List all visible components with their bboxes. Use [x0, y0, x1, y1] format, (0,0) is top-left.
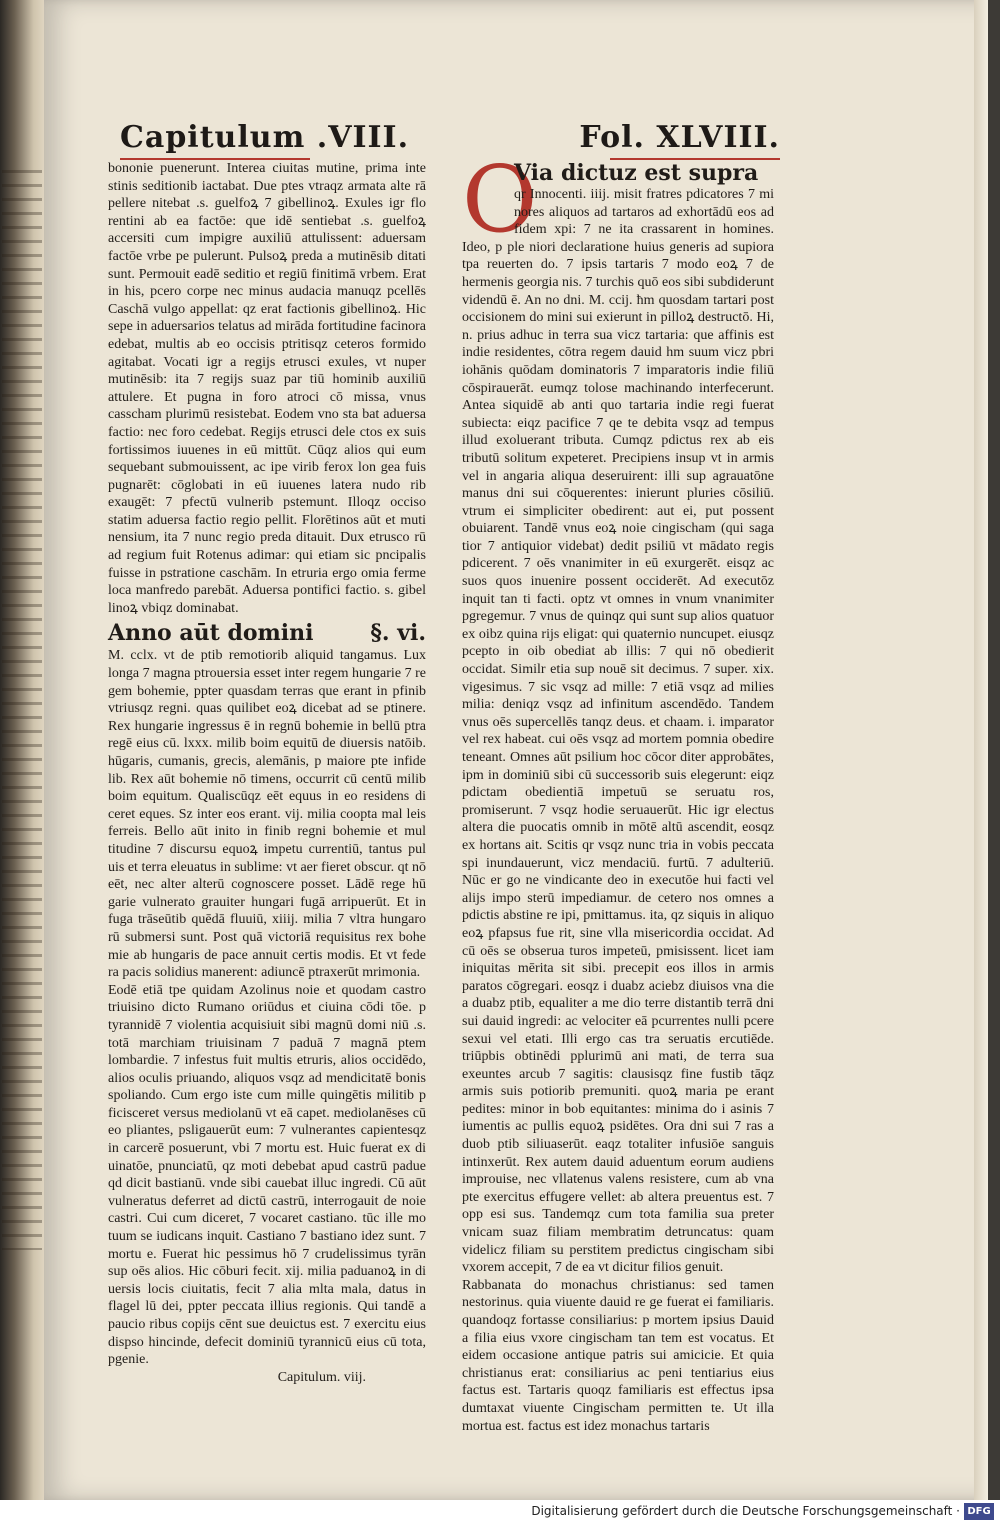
heading-year-phrase: Anno aūt domini [108, 620, 314, 647]
folio-number: Fol. XLVIII. [579, 120, 780, 155]
text-paragraph: qr Innocenti. iiij. misit fratres pdicatores 7 mi nores aliquos ad tartaros ad exhortādū eos ad fidem xpi: 7 ne ita crassarent in homines. Ideo, p ple niori declaratione huius generis ad supiora tpa reuerten do. 7 ipsis tartaris 7 modo eoꝝ 7 de hermenis georgia nis. 7 turchis quō eos sibi subdiderunt videndū ē. An no dni. M. ccij. ħm quosdam tartari post occisionem do mini sui exierunt in pilloꝝ destructō. Hi, n. prius adhuc in terra sua vicz tartaria: que affinis est indie residentes, cōtra regem dauid hm suum vicz pbri iohānis quōdam dominatoris 7 imparatoris indie filiū cōspirauerāt. eumqz tolose machinando interfecerunt. Antea siquidē ab anti quo tartaria indie regi fuerat subiecta: eiqz pacifice 7 qe te debita vsqz ad tempus illud exoluerant tributa. Cumqz pdictus rex ab eis tributū solitum expeteret. Precipiens insup vt in armis vel in angaria aliqua deseruirent: illi sup agrauatōne manus dni sui cōquerentes: inierunt pluries cōsiliū. vtrum ei simpliciter obedirent: aut ei, put possent obuiarent. Tandē vnus eoꝝ noie cingischam (qui saga tior 7 antiquior videbat) dedit psiliū vt mādato regis pdicerent. 7 oēs vnanimiter in eū exurgerēt. eisqz ac suos quos inuenire possent occiderēt. Ad executōz inquit tan ti facti. optz vt omnes in vnum vnanimiter pgregemur. 7 vnus de quinqz qui sunt sup alios quatuor ex oibz quina rijs eligat: qui quaternio nuncupet. eiusqz pcepto in oib obediat ab illis: 7 qui nō obedierit occidat. Similr etia sup nouē sit decimus. 7 super. xix. vigesimus. 7 sic vsqz ad mille: 7 etiā vsqz ad milies milia: deniqz vsqz ad infinitum ascendēdo. Tandem vnus oēs supercellēs tanqz deus. et chaam. i. imparator vel rex habeat. cui oēs vsqz ad mortem pomnia obedire teneant. Omnes aūt psilium hoc cōcor diter approbātes, ipm in dominiū sibi cū successorib suis elegerunt: eiqz pdictam obedientiā impetuū se seruatu ros, promiserunt. 7 vsqz hodie seruauerūt. Hic igr electus altera die puocatis omnib in mōtē altū ascendit, eosqz ex hortans ait. Scitis qr vsqz nunc tria in vobis peccata spi inundauerunt, vicz mendaciū. furtū. 7 adulteriū. Nūc er go ne vindicante deo in executōe hui facti vel alijs impo sterū impediamur. de cetero nos omnes a pdictis abstine re ipi, pmittamus. ita, qz siquis in aliquo eoꝝ pfapsus fue rit, sine vlla misericordia occidat. Ad cū oēs se obserua turos impeteū, pmisissent. licet iam iniquitas mērita sit sibi. precepit eos illos in armis paratos cōgregari. eosqz i duabz aciebz diuisos vna die a duabz ptib, equaliter a me dio terre distantib terrā dni sui dauid ingredi: ac velociter eā pcurrentes nulli pcere sexui vel etati. Illi ergo cas tra seruatis ercutiēde. triūpbis obtinēdi pplurimū ani mati, de terra sua exeuntes arcub 7 sagitis: clausisqz fine fustib tāqz armis suis potiorib premuniti. quoꝝ maria pe erant pedites: minor in bob equitantes: minima do i asinis 7 iumentis ac pullis equoꝝ psidētes. Ora dni sui 7 ras a duob ptib siliuaserūt. eaqz totaliter infusiōe sanguis intinxerūt. Rex autem dauid aduentum eorum audiens improuise, nec vllatenus valens resistere, cum ab vna pte exercitus effugere vellet: ab altera preuentus est. 7 opp esi sus. Tandemqz cum tota familia sua preter vnicam suaz filiam membratim detruncatus: quam videlicz filiam su perstitem predictus cingischam sibi vxorem accepit, 7 de ea vt dicitur filios genuit. [462, 187, 774, 1276]
rubricated-initial: O [462, 146, 538, 253]
text-paragraph: Eodē etiā tpe quidam Azolinus noie et quodam castro triuisino dicto Rumano oriūdus et ciuina cōdi tōe. p tyrannidē 7 violentia acquisiuit sibi magnū domi niū .s. totā marchiam triuisinam 7 paduā 7 magnā ptem lombardie. 7 infestus fuit multis etruris, alios occidēdo, alios oculis priuando, aliquos vsqz ad mendicitatē bonis spoliando. Cum ergo iste cum mille quingētis militib p ficisceret versus mediolanū vt eā capet. mediolanēses cū eo pliantes, psligauerūt eum: 7 vulnerantes capientesqz in carcerē posuerunt, vbi 7 mortu est. Huic fuerat ex di uinatōe, pnunciatū, qz moti debebat apud castrū padue qd dicit bastianū. vnde sibi cauebat illuc ingredi. Cū aūt vulneratus deferret ad dictū castrū, interrogauit de noie castri. Cui cum diceret, 7 vocaret castiano. tūc ille mo tuum se iudicans inquit. Castiano 7 bastiano idez sunt. 7 mortu e. Fuerat hic pessimus hō 7 crudelissimus tyrān sup oēs alios. Hic cōburi fecit. xij. milia paduanoꝝ in di uersis locis ciuitatis, fecit 7 alia mlta mala, datus in flagel lū dei, ppter peccata illius regionis. Qui tandē a paucio ribus copijs cēnt sue deuictus est. 7 exercitu eius dispso hincinde, defecit dominiū tyrannicū eius cū tota, pgenie. [108, 982, 426, 1368]
text-paragraph: bononie puenerunt. Interea ciuitas mutine, prima inte stinis seditionib iactabat. Due ptes vtraqz armata alte rā pellere nitebat .s. guelfoꝝ 7 gibellinoꝝ. Exules igr flo rentini ab ea factōe: que idē sentiebat .s. guelfoꝝ accersiti cum impigre auxiliū attulissent: aduersam factōe vrbe pe pulerunt. Pulsoꝝ preda a mutinēsib ditati sunt. Permouit eadē seditio et regiū finitimā vrbem. Erat in his, pcero corpe nec minus audacia manuqz pcellēs Caschā vulgo appellat: qz erat factionis gibellinoꝝ. Hic sepe in aduersarios telatus ad mirāda fortitudine facinora edebat, multis ab eo occisis ptritisqz ceteros formido agitabat. Vocati igr a regijs etrusci exules, vt nuper mutinēsib: ita 7 regijs suaz par tiū hominib auxiliū attulere. Et pugna in foro atroci cō missa, vnus casscham plurimū resistebat. Eodem vno sta bat aduersa factio: nec foro cedebat. Regijs etrusci dele ctos ex suis fortissimos iuuenes in eū mittūt. Cūqz alios qui eum sequebant submouissent, ac ipe virib ferox lon gea fuis pugnarēt: cōglobati in eū iuuenes latera nudo rib exaugēt: 7 pfectū vulnerib pstemunt. Illoqz occiso statim aduersa factio regio pellit. Florētinos aūt et muti nensium, ita 7 nunc regio preda ditauit. Dux etrusco rū ad regium fuit Rotenus adimar: qui etiam sic pncipalis fuisse in pstratione caschām. In etruria ergo omia ferme loca manfredo parebāt. Aduersa pontifici factio. s. gibel linoꝝ vbiqz dominabat. [108, 161, 426, 616]
left-text-column [108, 160, 426, 1386]
opening-words: Via dictuz est supra [514, 160, 759, 186]
chapter-title: Capitulum .VIII. [120, 120, 410, 155]
running-header [120, 120, 780, 164]
section-number: §. vi. [370, 620, 426, 647]
section-heading [108, 619, 426, 647]
opening-block [462, 146, 774, 1277]
dfg-logo: DFG [964, 1503, 994, 1520]
right-text-column [462, 146, 774, 1435]
facing-page-text-edge [2, 170, 42, 1250]
text-paragraph: Rabbanata do monachus christianus: sed tamen nestorinus. quia viuente dauid re ge fuerat ei familiaris. quandoqz fortasse consiliarius: p mortem ipsius Dauid a filia eius vxore cingischam tan tem est vocatus. Et eidem occasione antique patris sui amicicie. Et quia christianus erat: consiliarius ac peni tentiarius eius factus est. Tartaris quoqz familiaris est effectus ipsa dumtaxat viuente Cingischam permitten te. Ut illa mortua est. factus est idez monachus tartaris [462, 1277, 774, 1434]
digitization-footer [0, 1500, 1000, 1524]
book-page [44, 0, 988, 1500]
chapter-end-marker: Capitulum. viij. [277, 1369, 366, 1385]
book-spine [0, 0, 48, 1500]
text-paragraph: M. cclx. vt de ptib remotiorib aliquid tangamus. Lux longa 7 magna ptrouersia esset inter regem hungarie 7 re gem bohemie, ppter quasdam terras que erant in pfinib vtriusqz regni. quas quilibet eoꝝ dicebat ad se ptinere. Rex hungarie ingressus ē in regnū bohemie in bellū ptra regē eius cū. lxxx. milib boim equitū de diuersis natōib. hūgaris, cumanis, grecis, alemānis, p maiore pte infide lib. Rex aūt bohemie nō timens, occurrit cū centū milib boim equitum. Qualiscūqz eēt equus in eo residens di ceret eques. Sz inter eos erant. vij. milia coopta mal leis ferreis. Bello aūt inito in finib regni bohemie et mul titudine 7 discursu equoꝝ impetu currentiū, tantus pul uis et terra eleuatus in sublime: vt aer fieret obscur. qt nō eēt, nec alter alterū cognoscere posset. Lādē rege hū garie vulnerato grauiter hungari fugā arripuerūt. Et in fuga trāseūtib quēdā fluuiū, xiiij. milia 7 vltra hungaro rū submersi sunt. Post quā victoriā requisitus rex bohe mie ab hungaris de pace annuit certis modis. Et vt fede ra pacis solidius manerent: adiuncē ptraxerūt mrimonia. [108, 648, 427, 981]
funding-credit: Digitalisierung gefördert durch die Deutsche Forschungsgemeinschaft · [531, 1504, 960, 1518]
page-edge [974, 0, 988, 1500]
